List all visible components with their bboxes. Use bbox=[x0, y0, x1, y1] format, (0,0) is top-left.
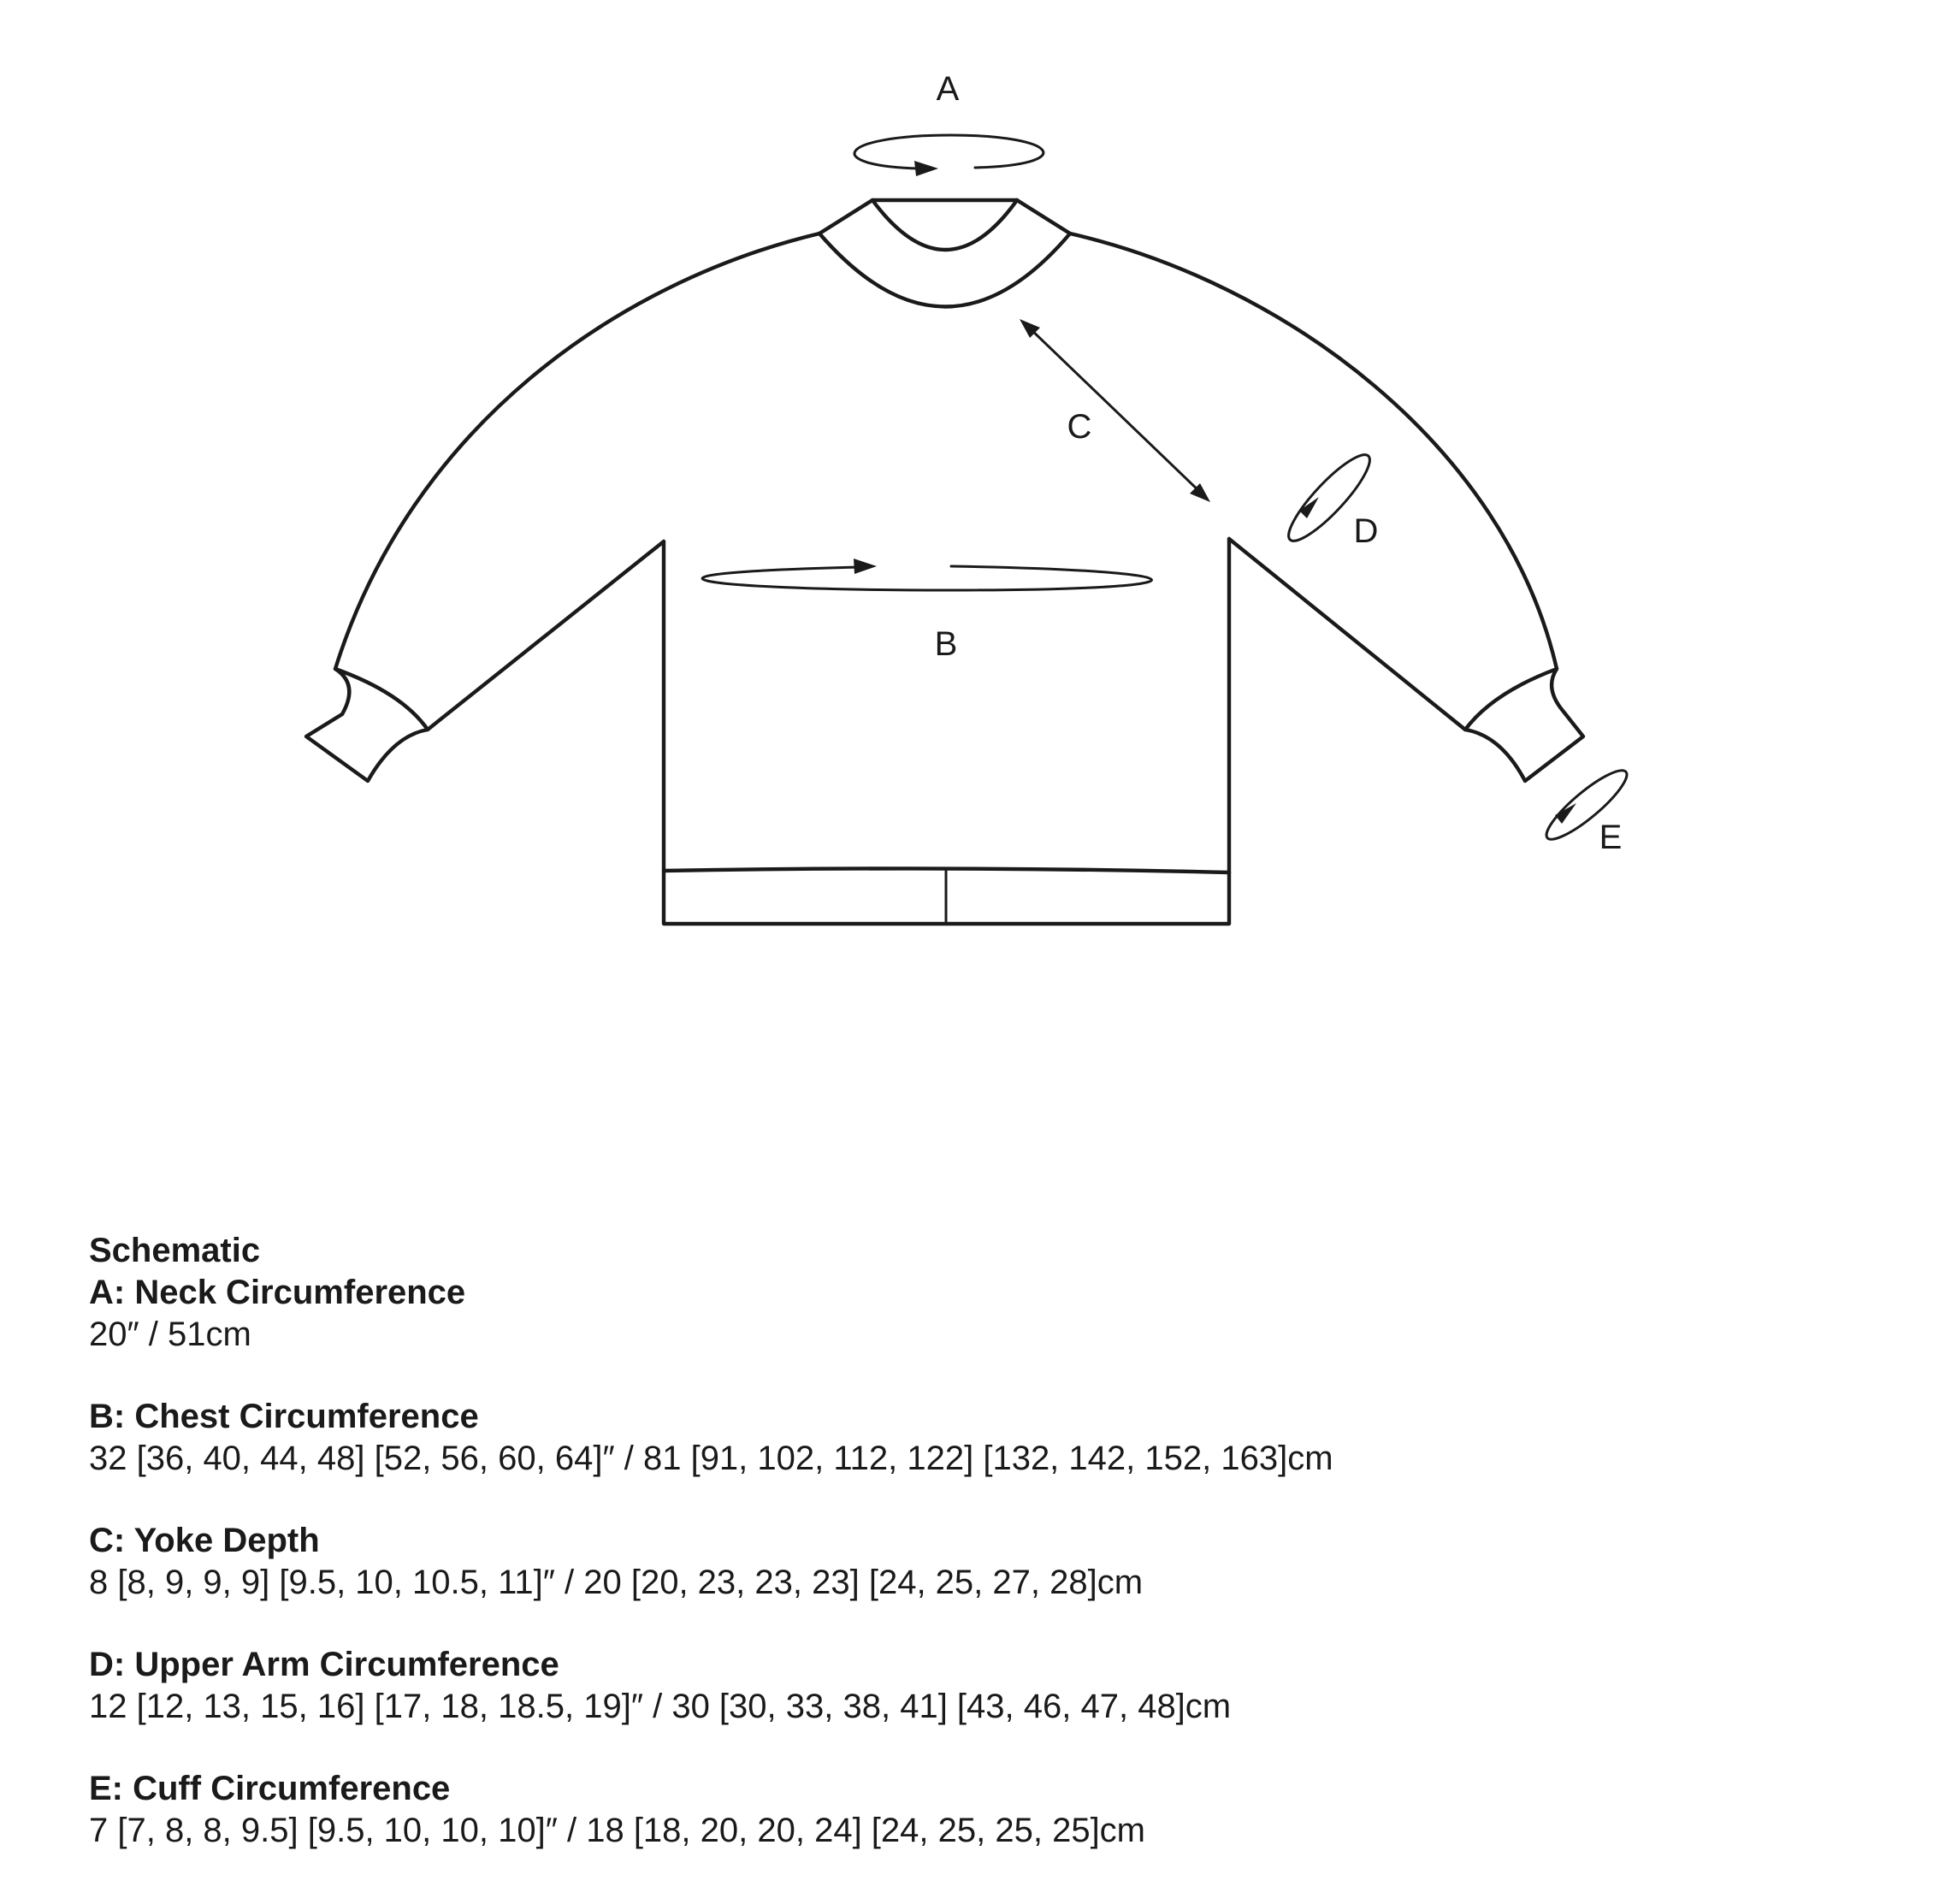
label-e: E bbox=[1599, 819, 1623, 856]
legend-title: Schematic bbox=[89, 1232, 261, 1269]
label-c: C bbox=[1067, 408, 1092, 446]
measurement-chest bbox=[89, 1396, 1885, 1480]
left-sleeve-lower-outline bbox=[428, 541, 664, 730]
measurement-cuff bbox=[89, 1768, 1885, 1852]
upper-arm-circumference-marker bbox=[1280, 446, 1379, 550]
measurement-upper-arm bbox=[89, 1644, 1885, 1728]
measurement-value: 7 [7, 8, 8, 9.5] [9.5, 10, 10, 10]″ / 18 [18, 20, 20, 24] [24, 25, 25, 25]cm bbox=[89, 1812, 1145, 1849]
measurement-label: D: Upper Arm Circumference bbox=[89, 1646, 559, 1683]
chest-arrowhead bbox=[854, 559, 877, 574]
label-a: A bbox=[936, 70, 960, 108]
neckband-right-edge bbox=[1017, 200, 1070, 234]
measurement-legend bbox=[89, 1230, 1885, 1892]
measurement-value: 12 [12, 13, 15, 16] [17, 18, 18.5, 19]″ / 30 [30, 33, 38, 41] [43, 46, 47, 48]cm bbox=[89, 1688, 1232, 1725]
measurement-label: B: Chest Circumference bbox=[89, 1398, 479, 1435]
chest-circumference-marker bbox=[702, 559, 1151, 663]
measurement-neck bbox=[89, 1272, 1885, 1356]
neckband-left-edge bbox=[819, 200, 872, 234]
inner-neckline bbox=[872, 200, 1017, 250]
left-sleeve-upper-outline bbox=[335, 234, 819, 669]
measurement-value: 32 [36, 40, 44, 48] [52, 56, 60, 64]″ / 81 [91, 102, 112, 122] [132, 142, 152, 163]cm bbox=[89, 1440, 1333, 1477]
chest-ellipse bbox=[702, 566, 1151, 590]
measurement-label: A: Neck Circumference bbox=[89, 1274, 466, 1311]
measurement-label: C: Yoke Depth bbox=[89, 1522, 320, 1559]
label-b: B bbox=[934, 625, 958, 663]
right-sleeve-upper-outline bbox=[1070, 234, 1557, 669]
measurement-value: 8 [8, 9, 9, 9] [9.5, 10, 10.5, 11]″ / 20 [20, 23, 23, 23] [24, 25, 27, 28]cm bbox=[89, 1564, 1144, 1601]
outer-neckline bbox=[819, 234, 1070, 307]
sweater-outline bbox=[306, 200, 1583, 924]
neck-arrowhead bbox=[914, 161, 938, 176]
left-cuff-outline bbox=[306, 669, 428, 781]
neck-ellipse bbox=[854, 135, 1044, 169]
measurement-label: E: Cuff Circumference bbox=[89, 1770, 451, 1807]
neck-circumference-marker bbox=[854, 70, 1044, 176]
yoke-depth-marker bbox=[1020, 319, 1210, 502]
measurement-yoke bbox=[89, 1520, 1885, 1604]
yoke-depth-line bbox=[1028, 327, 1202, 494]
cuff-circumference-marker bbox=[1539, 762, 1634, 856]
right-sleeve-lower-outline bbox=[1229, 539, 1465, 730]
measurement-value: 20″ / 51cm bbox=[89, 1316, 251, 1353]
sweater-body-outline bbox=[664, 539, 1229, 924]
right-cuff-outline bbox=[1465, 669, 1583, 781]
label-d: D bbox=[1353, 512, 1379, 550]
